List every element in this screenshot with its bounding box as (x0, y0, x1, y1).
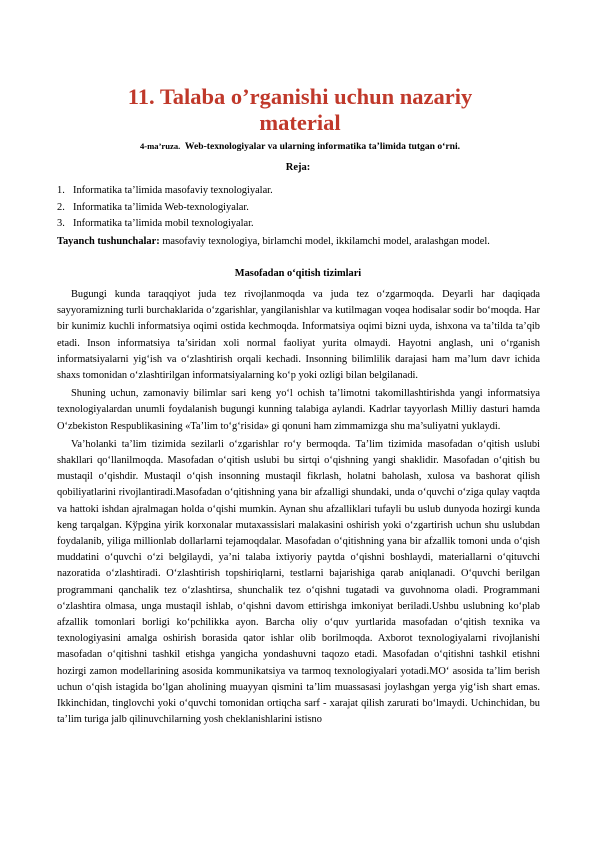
plan-item-text: Informatika ta’limida Web-texnologiyalar. (73, 201, 249, 213)
plan-item-text: Informatika ta’limida mobil texnologiyalar. (73, 218, 254, 229)
plan-item (57, 200, 273, 217)
body-paragraph: Shuning uchun, zamonaviy bilimlar sari keng yoʻl ochish ta’limotni takomillashtirishda yangi informatsiya texnologiyalardan unumli foydalanish bugungi kunning talabiga aylandi. Kadrlar tayyorlash Milliy dasturi hamda Oʻzbekiston Respublikasining «Ta’lim toʻgʻrisida» gi qonuni ham zimmamizga shu ma’suliyatni yuklaydi. (57, 388, 540, 432)
plan-item-text: Informatika ta’limida masofaviy texnologiyalar. (73, 185, 273, 196)
plan-heading: Reja: (285, 162, 311, 173)
document-title: 11. Talaba o’rganishi uchun nazariy material (127, 84, 473, 135)
plan-item-number: 2. (57, 201, 65, 213)
plan-item-number: 1. (57, 185, 65, 196)
body-text (57, 287, 540, 730)
section-heading: Masofadan oʻqitish tizimlari (234, 268, 362, 279)
plan-item-number: 3. (57, 218, 65, 229)
plan-item (57, 183, 273, 200)
lecture-title: Web-texnologiyalar va ularning informatika ta’limida tutgan oʻrni. (184, 141, 461, 152)
keywords-label: Tayanch tushunchalar: (57, 236, 160, 247)
keywords-text: masofaviy texnologiya, birlamchi model, ikkilamchi model, aralashgan model. (162, 236, 490, 247)
lecture-label: 4-ma’ruza. (139, 141, 181, 151)
body-paragraph: Bugungi kunda taraqqiyot juda tez rivojlanmoqda va juda tez oʻzgarmoqda. Deyarli har daqiqada sayyoramizning turli burchaklarida oʻzgarishlar, yangilanishlar va kutilmagan voqea hodisalar sodir boʻmoqda. Har bir kunimiz kuchli informatsiya oqimi ostida kechmoqda. Informatsiya oqimi bizni uyda, ishxona va ta’tilda ta’qib etadi. Inson informatsiya ta’siridan xoli normal faoliyat yurita olmaydi. Hayotni anglash, uni oʻrganish informatsiyalarni yigʻish va oʻzlashtirish orqali kechadi. Insonning bilimlilik darajasi ham ma’lum davr ichida shaxs tomonidan oʻzlashtirilgan informatsiyalarning koʻp yoki ozligi bilan belgilanadi. (57, 289, 540, 382)
plan-list (57, 183, 273, 233)
keywords-paragraph (57, 234, 540, 250)
lecture-subtitle (40, 141, 560, 152)
plan-item (57, 216, 273, 233)
body-paragraph: Va’holanki ta’lim tizimida sezilarli oʻzgarishlar roʻy bermoqda. Ta’lim tizimida masofadan oʻqitish uslubi shakllari qoʻllanilmoqda. Masofadan oʻqitish uslubi bu sirtqi oʻqishning yangi shaklidir. Masofadan oʻqitish bu mustaqil oʻqishdir. Mustaqil oʻqish insonning mustaqil fikrlash, holatni baholash, xulosa va bashorat qilish qobiliyatlarini rivojlantiradi.Masofadan oʻqitishning yana bir afzalligi shundaki, unda oʻquvchi oʻziga qulay vaqtda va hattoki ishdan ajralmagan holda oʻqishi mumkin. Aynan shu afzalliklari tufayli bu uslub dunyoda hozirgi kunda keng tarqalgan. Kўpgina yirik korxonalar mutaxassislari malakasini oshirish yoki oʻzgartirish uchun shu uslubdan foydalanib, yiliga millionlab dollarlarni tejamoqdalar. Masofadan oʻqitishning yana bir afzallik tomoni unda oʻqish muddatini oʻquvchi oʻzi belgilaydi, ya’ni talaba ixtiyoriy paytda oʻqishni boshlaydi, materiallarni oʻqituvchi nazoratida oʻzlashtiradi. Oʻzlashtirish topshiriqlarni, testlarni bajarishiga qarab aniqlanadi. Oʻquvchi berilgan programmani qanchalik tez oʻzlashtirsa, shunchalik tez oʻqishni tugatadi va guvohnoma oladi. Programmani oʻzlashtira olmasa, unga mustaqil ishlab, oʻqishni davom ettirishga imkoniyat beriladi.Ushbu uslubning koʻplab afzallik tomonlari borligi koʻpchilikka ayon. Barcha oliy oʻquv yurtlarida masofadan oʻqitish texnika va texnologiyasini amalga oshirish borasida qator ishlar olib borilmoqda. Axborot texnologiyalarni rivojlanishi masofadan oʻqitishni tashkil etishga yangicha yondashuvni taqozo etadi. Masofadan oʻqitishni tashkil etishni hozirgi zamon modellarining asosida kommunikatsiya va tarmoq texnologiyalari yotadi.MOʻ asosida ta’lim berish uchun oʻqish istagida boʻlgan aholining muayyan qismini ta’lim muassasasi joylashgan yerga yigʻish shart emas. Ikkinchidan, tinglovchi yoki oʻquvchi tomonidan ortiqcha sarf - xarajat qilish zarurati boʻlmaydi. Uchinchidan, bu ta’lim turiga jalb qilinuvchilarning yosh cheklanishlarini istisno (57, 438, 540, 726)
